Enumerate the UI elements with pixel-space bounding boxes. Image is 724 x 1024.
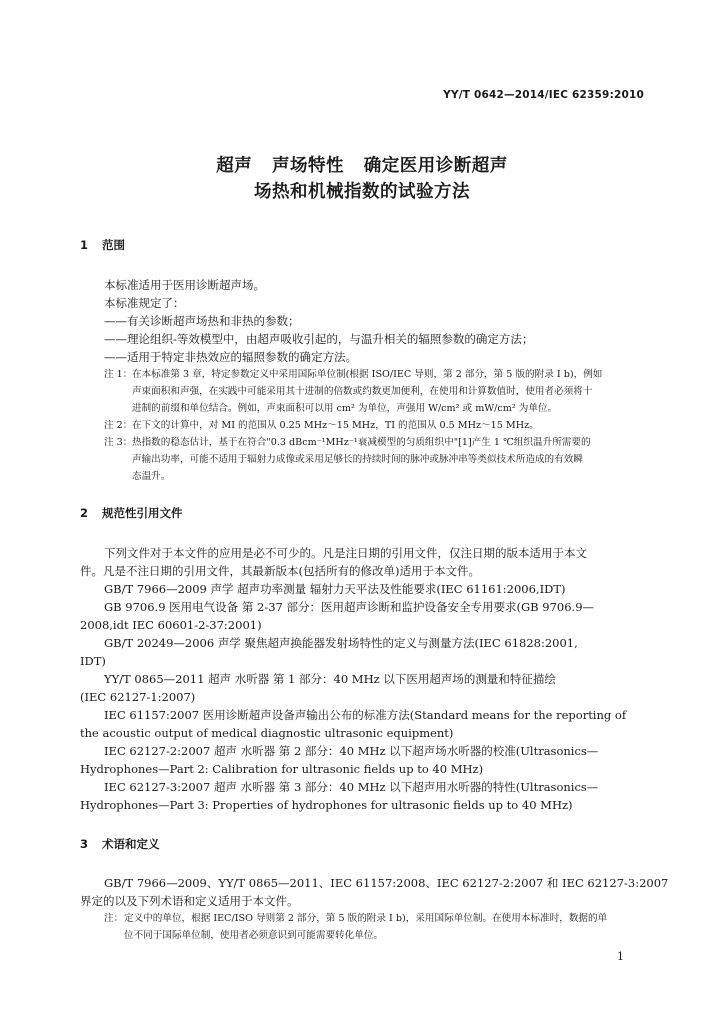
- reference-item: the acoustic output of medical diagnostic ultrasonic equipment): [80, 726, 454, 740]
- section-2-heading: [80, 505, 183, 521]
- terms-paragraph: GB/T 7966—2009、YY/T 0865—2011、IEC 61157:2008、IEC 62127-2:2007 和 IEC 62127-3:2007: [104, 876, 669, 890]
- reference-item: Hydrophones—Part 2: Calibration for ultrasonic fields up to 40 MHz): [80, 762, 484, 776]
- reference-item: IDT): [80, 654, 106, 668]
- note-3-line: 声输出功率，可能不适用于辐射力成像或采用足够长的持续时间的脉冲或脉冲串等类似技术所造成的有效瞬: [132, 454, 583, 465]
- reference-item: GB/T 20249—2006 声学 聚焦超声换能器发射场特性的定义与测量方法(IEC 61828:2001,: [104, 636, 578, 650]
- section-title: 范围: [102, 238, 125, 252]
- references-paragraph: 件。凡是不注日期的引用文件，其最新版本(包括所有的修改单)适用于本文件。: [80, 564, 480, 578]
- note-3-line: [104, 435, 591, 451]
- note-2-line: [104, 418, 539, 434]
- scope-list-item: ——有关诊断超声场热和非热的参数；: [104, 314, 300, 328]
- section-number: 2: [80, 506, 89, 520]
- note-label: 注 3：: [104, 437, 133, 448]
- note-text: 在本标准第 3 章，特定参数定义中采用国际单位制(根据 ISO/IEC 导则，第 2 部分，第 5 版的附录 I b)，例如: [132, 369, 603, 380]
- note-text: 在下文的计算中，对 MI 的范围从 0.25 MHz～15 MHz，TI 的范围从 0.5 MHz～15 MHz。: [132, 420, 539, 431]
- note-3-line: 态温升。: [132, 471, 171, 482]
- note-label: 注：: [104, 913, 124, 924]
- scope-list-item: ——适用于特定非热效应的辐照参数的确定方法。: [104, 350, 357, 364]
- page-number: 1: [617, 950, 624, 963]
- references-paragraph: 下列文件对于本文件的应用是必不可少的。凡是注日期的引用文件，仅注日期的版本适用于本文: [104, 546, 587, 560]
- standard-code-header: YY/T 0642—2014/IEC 62359:2010: [443, 89, 644, 101]
- reference-item: IEC 62127-3:2007 超声 水听器 第 3 部分：40 MHz 以下超声用水听器的特性(Ultrasonics—: [104, 780, 599, 794]
- note-1-line: 进制的前缀和单位结合。例如，声束面积可以用 cm² 为单位，声强用 W/cm² 或 mW/cm² 为单位。: [132, 403, 558, 414]
- reference-item: IEC 61157:2007 医用诊断超声设备声输出公布的标准方法(Standard means for the reporting of: [104, 708, 627, 722]
- reference-item: Hydrophones—Part 3: Properties of hydrophones for ultrasonic fields up to 40 MHz): [80, 798, 573, 812]
- reference-item: YY/T 0865—2011 超声 水听器 第 1 部分：40 MHz 以下医用超声场的测量和特征描绘: [104, 672, 556, 686]
- section-3-heading: [80, 836, 160, 852]
- reference-item: IEC 62127-2:2007 超声 水听器 第 2 部分：40 MHz 以下超声场水听器的校准(Ultrasonics—: [104, 744, 599, 758]
- scope-paragraph: 本标准适用于医用诊断超声场。: [104, 278, 265, 292]
- scope-paragraph: 本标准规定了：: [104, 296, 185, 310]
- terms-paragraph: 界定的以及下列术语和定义适用于本文件。: [80, 894, 299, 908]
- document-title-line1: 超声 声场特性 确定医用诊断超声: [216, 156, 508, 176]
- reference-item: 2008,idt IEC 60601-2-37:2001): [80, 618, 262, 632]
- reference-item: GB 9706.9 医用电气设备 第 2-37 部分：医用超声诊断和监护设备安全专用要求(GB 9706.9—: [104, 600, 595, 614]
- section-1-heading: [80, 237, 125, 253]
- note-1-line: 声束面积和声强，在实践中可能采用其十进制的倍数或约数更加便利，在使用和计算数值时，使用者必须将十: [132, 386, 593, 397]
- note-1-line: [104, 367, 602, 383]
- scope-list-item: ——理论组织-等效模型中，由超声吸收引起的，与温升相关的辐照参数的确定方法；: [104, 332, 534, 346]
- section-title: 规范性引用文件: [102, 506, 183, 520]
- note-text: 热指数的稳态估计，基于在符合"0.3 dBcm⁻¹MHz⁻¹衰减模型的匀质组织中"[1]产生 1 ℃组织温升所需要的: [132, 437, 591, 448]
- note-label: 注 2：: [104, 420, 133, 431]
- reference-item: GB/T 7966—2009 声学 超声功率测量 辐射力天平法及性能要求(IEC 61161:2006,IDT): [104, 582, 566, 596]
- document-title-line2: 场热和机械指数的试验方法: [254, 182, 470, 202]
- terms-note-line: 位不同于国际单位制，使用者必须意识到可能需要转化单位。: [124, 930, 384, 941]
- reference-item: (IEC 62127-1:2007): [80, 690, 196, 704]
- section-number: 3: [80, 837, 89, 851]
- section-title: 术语和定义: [102, 837, 160, 851]
- terms-note-line: [104, 911, 607, 927]
- note-text: 定义中的单位，根据 IEC/ISO 导则第 2 部分，第 5 版的附录 I b)，采用国际单位制。在使用本标准时，数据的单: [124, 913, 608, 924]
- note-label: 注 1：: [104, 369, 133, 380]
- section-number: 1: [80, 238, 89, 252]
